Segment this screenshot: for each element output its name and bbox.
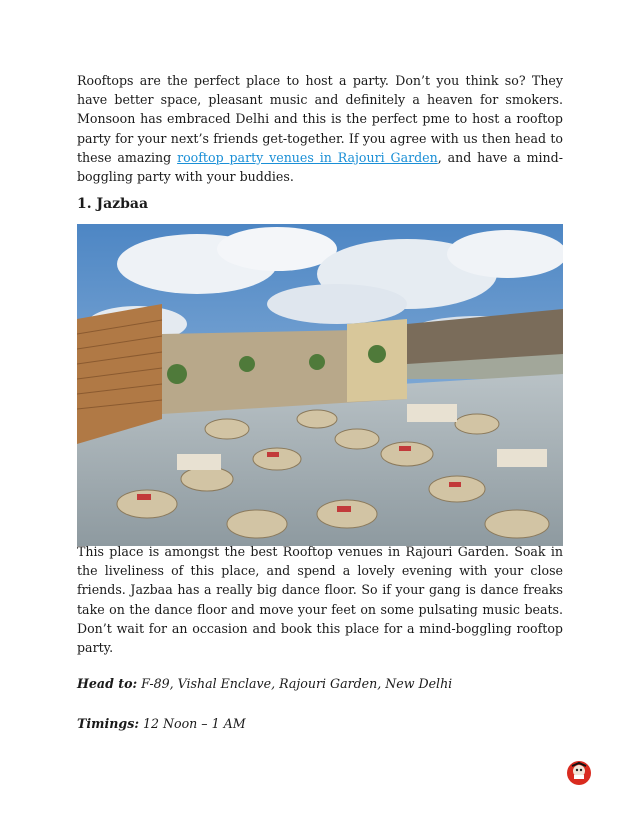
timings-label: Timings: xyxy=(77,716,139,731)
venue-photo xyxy=(77,224,563,546)
brand-logo-icon xyxy=(566,760,592,786)
venues-link[interactable]: rooftop party venues in Rajouri Garden xyxy=(177,149,438,165)
venue-description: This place is amongst the best Rooftop venues in Rajouri Garden. Soak in the liveliness of this place, and spend a lovely evening with your close friends. Jazbaa has a really big dance floor. So if your gang is dance freaks take on the dance floor and move your feet on some pulsating music beats. Don’t wait for an occasion and book this place for a mind-boggling rooftop party. xyxy=(77,544,563,656)
intro-paragraph xyxy=(77,71,563,186)
timings-line xyxy=(77,716,246,731)
address-label: Head to: xyxy=(77,676,138,691)
intro-text-end: , and have a mind-boggling party with your buddies. xyxy=(77,149,563,185)
address-value: F-89, Vishal Enclave, Rajouri Garden, New Delhi xyxy=(137,676,453,691)
intro-text: Rooftops are the perfect place to host a party. Don’t you think so? They have better space, pleasant music and definitely a heaven for smokers. Monsoon has embraced Delhi and this is the perfect pme to host a rooftop party for your next’s friends get-together. If you agree with us then head to these amazing xyxy=(77,73,563,165)
venue-heading: 1. Jazbaa xyxy=(77,196,149,212)
timings-value: 12 Noon – 1 AM xyxy=(138,716,246,731)
address-line xyxy=(77,676,452,691)
